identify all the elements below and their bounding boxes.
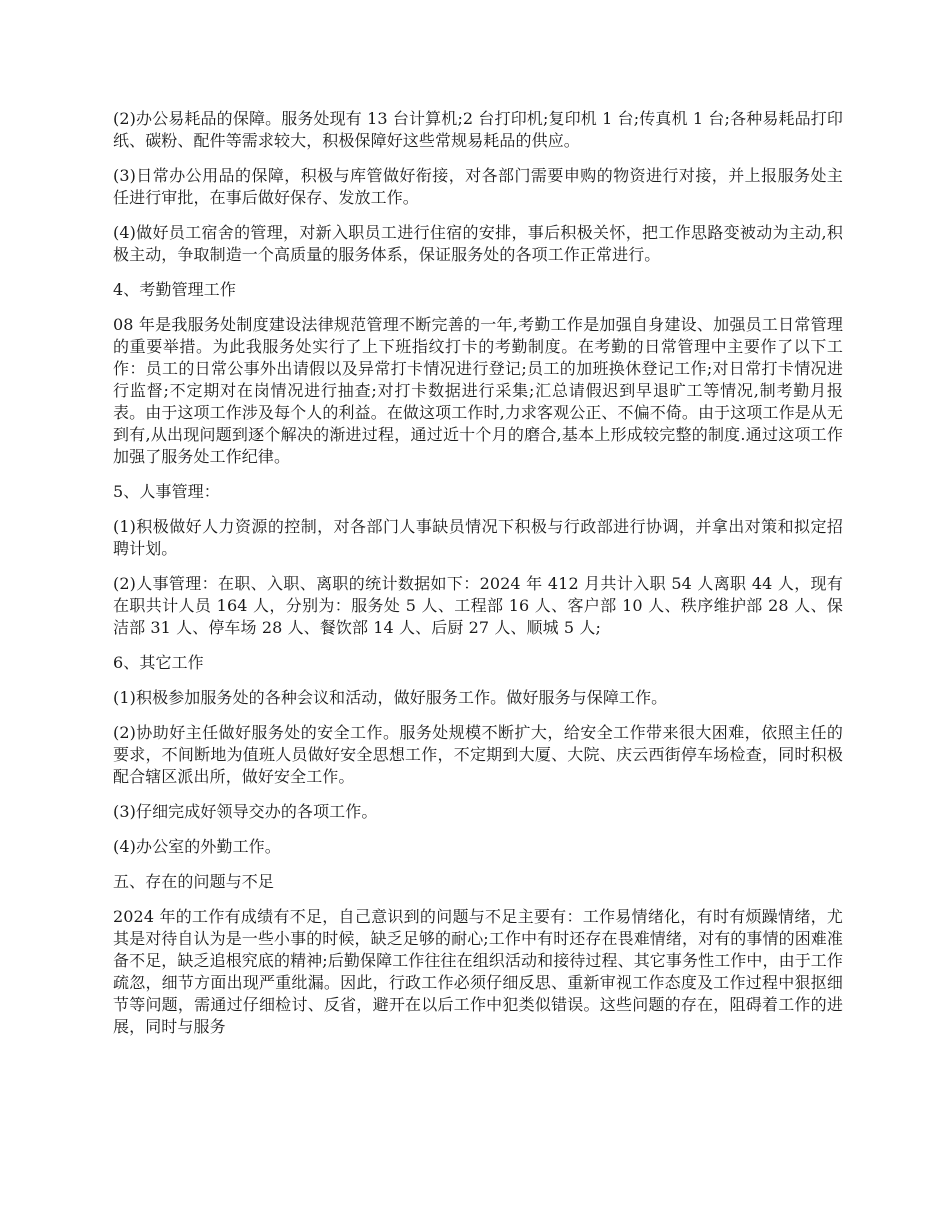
paragraph-field-work: (4)办公室的外勤工作。 xyxy=(113,837,281,856)
section-heading-attendance: 4、考勤管理工作 xyxy=(113,280,236,299)
paragraph-leader-tasks: (3)仔细完成好领导交办的各项工作。 xyxy=(113,802,378,821)
section-heading-personnel: 5、人事管理： xyxy=(113,482,220,501)
section-heading-problems: 五、存在的问题与不足 xyxy=(113,872,275,891)
paragraph-dormitory: (4)做好员工宿舍的管理，对新入职员工进行住宿的安排，事后积极关怀，把工作思路变被动为主动,积极主动，争取制造一个高质量的服务体系，保证服务处的各项工作正常进行。 xyxy=(113,223,843,264)
paragraph-meetings: (1)积极参加服务处的各种会议和活动，做好服务工作。做好服务与保障工作。 xyxy=(113,688,668,707)
paragraph-safety: (2)协助好主任做好服务处的安全工作。服务处规模不断扩大，给安全工作带来很大困难，依照主任的要求，不间断地为值班人员做好安全思想工作，不定期到大厦、大院、庆云西街停车场检查，同时积极配合辖区派出所，做好安全工作。 xyxy=(113,723,843,786)
paragraph-office-items: (3)日常办公用品的保障，积极与库管做好衔接，对各部门需要申购的物资进行对接，并上报服务处主任进行审批，在事后做好保存、发放工作。 xyxy=(113,166,843,207)
paragraph-hr-control: (1)积极做好人力资源的控制，对各部门人事缺员情况下积极与行政部进行协调，并拿出对策和拟定招聘计划。 xyxy=(113,517,843,558)
paragraph-supplies: (2)办公易耗品的保障。服务处现有 13 台计算机;2 台打印机;复印机 1 台;传真机 1 台;各种易耗品打印纸、碳粉、配件等需求较大，积极保障好这些常规易耗品的供应。 xyxy=(113,109,843,150)
section-heading-other-work: 6、其它工作 xyxy=(113,653,204,672)
document-page xyxy=(113,108,843,1051)
paragraph-hr-statistics: (2)人事管理：在职、入职、离职的统计数据如下：2024 年 412 月共计入职 54 人离职 44 人，现有在职共计人员 164 人，分别为：服务处 5 人、工程部 16 人、客户部 10 人、秩序维护部 28 人、保洁部 31 人、停车场 28 人、餐饮部 14 人、后厨 27 人、顺城 5 人; xyxy=(113,574,843,637)
paragraph-attendance: 08 年是我服务处制度建设法律规范管理不断完善的一年,考勤工作是加强自身建设、加强员工日常管理的重要举措。为此我服务处实行了上下班指纹打卡的考勤制度。在考勤的日常管理中主要作了以下工作：员工的日常公事外出请假以及异常打卡情况进行登记;员工的加班换休登记工作;对日常打卡情况进行监督;不定期对在岗情况进行抽查;对打卡数据进行采集;汇总请假迟到早退旷工等情况,制考勤月报表。由于这项工作涉及每个人的利益。在做这项工作时,力求客观公正、不偏不倚。由于这项工作是从无到有,从出现问题到逐个解决的渐进过程，通过近十个月的磨合,基本上形成较完整的制度.通过这项工作加强了服务处工作纪律。 xyxy=(113,315,843,466)
paragraph-problems: 2024 年的工作有成绩有不足，自己意识到的问题与不足主要有：工作易情绪化，有时有烦躁情绪，尤其是对待自认为是一些小事的时候，缺乏足够的耐心;工作中有时还存在畏难情绪，对有的事情的困难准备不足，缺乏追根究底的精神;后勤保障工作往往在组织活动和接待过程、其它事务性工作中，由于工作疏忽，细节方面出现严重纰漏。因此，行政工作必须仔细反思、重新审视工作态度及工作过程中狠抠细节等问题，需通过仔细检讨、反省，避开在以后工作中犯类似错误。这些问题的存在，阻碍着工作的进展，同时与服务 xyxy=(113,907,843,1036)
